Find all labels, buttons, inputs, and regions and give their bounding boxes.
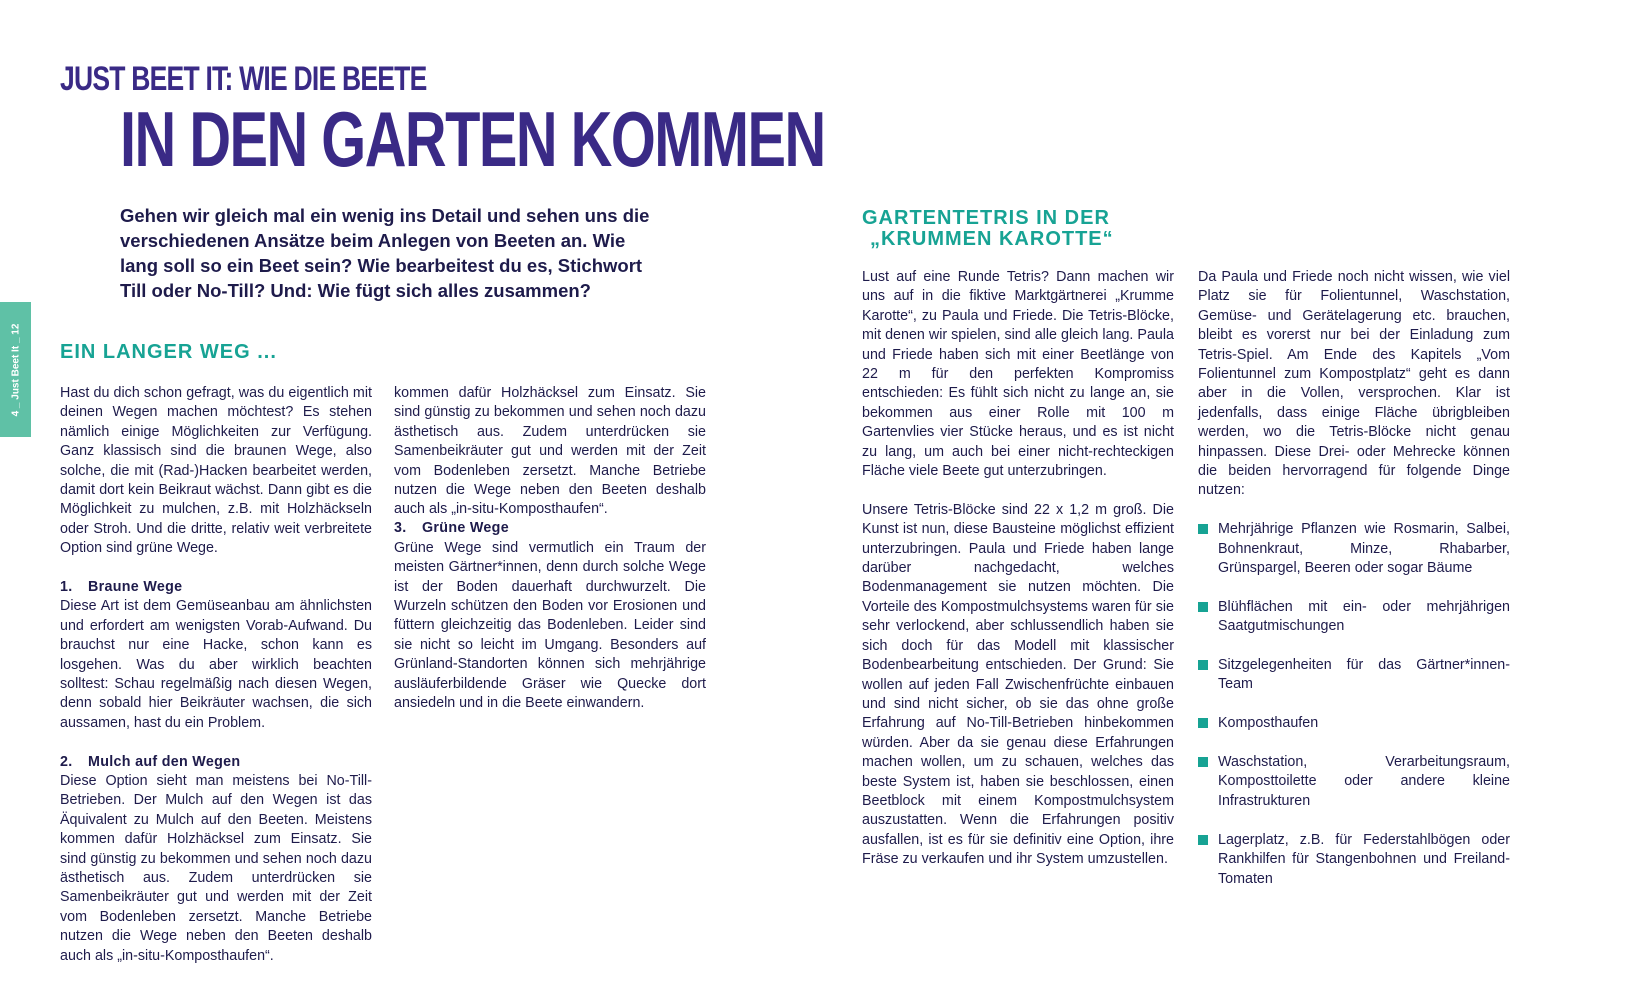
side-page-label: 4 _ Just Beet It _ 12: [10, 323, 21, 416]
page-title-line1: JUST BEET IT: WIE DIE BEETE: [60, 60, 427, 98]
side-page-tab: [0, 302, 31, 437]
intro-paragraph: Gehen wir gleich mal ein wenig ins Detail und sehen uns die verschiedenen Ansätze beim Anlegen von Beeten an. Wie lang soll so ein Beet sein? Wie bearbeitest du es, Stichwort Till oder No-Till? Und: Wie fügt sich alles zusammen?: [120, 205, 650, 301]
item-number: 1.: [60, 579, 73, 596]
left-column-2: [394, 384, 706, 733]
list-item: Blühflächen mit ein- oder mehrjährigen Saatgutmischungen: [1198, 598, 1510, 637]
item-text: Grüne Wege sind vermutlich ein Traum der meisten Gärtner*innen, denn durch solche Wege ist der Boden dauerhaft durchwurzelt. Die Wurzeln schützen den Boden vor Erosionen und füttern gleichzeitig das Bodenleben. Leider sind sie nicht so leicht im Umgang. Besonders auf Grünland-Standorten können sich mehrjährige ausläuferbildende Gräser wie Quecke dort ansiedeln und in die Beete einwandern.: [394, 539, 706, 712]
list-item: Komposthaufen: [1198, 714, 1510, 733]
item-text-continued: kommen dafür Holzhäcksel zum Einsatz. Sie sind günstig zu bekommen und sehen noch dazu ästhetisch aus. Zudem unterdrücken sie Samenbeikräuter gut und werden mit der Zeit vom Bodenleben zersetzt. Manche Betriebe nutzen die Wege neben den Beeten deshalb auch als „in-situ-Komposthaufen“.: [394, 385, 706, 518]
square-bullet-icon: [1198, 524, 1208, 534]
list-item: Waschstation, Verarbeitungsraum, Komposttoilette oder andere kleine Infrastrukturen: [1198, 753, 1510, 811]
item-title: Grüne Wege: [422, 520, 509, 537]
list-item-mulch: [60, 753, 372, 772]
square-bullet-icon: [1198, 602, 1208, 612]
heading-line2: „KRUMMEN KAROTTE“: [870, 228, 1114, 250]
list-item: Sitzgelegenheiten für das Gärtner*innen-Team: [1198, 656, 1510, 695]
square-bullet-icon: [1198, 757, 1208, 767]
bullet-list: [1198, 520, 1510, 889]
left-column-1: [60, 384, 372, 772]
list-item-gruene-wege: [394, 519, 706, 713]
square-bullet-icon: [1198, 660, 1208, 670]
list-item: Mehrjährige Pflanzen wie Rosmarin, Salbei, Bohnenkraut, Minze, Rhabarber, Grünspargel, Beeren oder sogar Bäume: [1198, 520, 1510, 578]
left-column-1-continued: [60, 772, 372, 964]
right-column-1: [862, 268, 1174, 889]
section-heading-gartentetris: [862, 208, 1114, 250]
square-bullet-icon: [1198, 835, 1208, 845]
paragraph: Lust auf eine Runde Tetris? Dann machen wir uns auf in die fiktive Marktgärtnerei „Krumme Karotte“, zu Paula und Friede. Die Tetris-Blöcke, mit denen wir spielen, sind alle gleich lang. Paula und Friede haben sich mit einer Beetlänge von 22 m für den perfekten Kompromiss entschieden: Es fühlt sich nicht zu lange an, sie bekommen aus einer Rolle mit 100 m Gartenvlies vier Stücke heraus, und es ist nicht zu lang, um auch bei einer nicht-rechteckigen Fläche viele Beete gut unterzubringen.: [862, 269, 1174, 480]
section-heading-ein-langer-weg: EIN LANGER WEG ...: [60, 341, 277, 363]
item-text: Diese Art ist dem Gemüseanbau am ähnlichsten und erfordert am wenigsten Vorab-Aufwand. Du brauchst nur eine Hacke, schon kann es losgehen. Was du aber wirklich beachten solltest: Schau regelmäßig nach diesen Wegen, denn sobald hier Beikräuter wachsen, die sich aussamen, hast du ein Problem.: [60, 598, 372, 731]
page-title-line2: IN DEN GARTEN KOMMEN: [120, 95, 825, 183]
list-item-braune-wege: [60, 578, 372, 733]
item-title: Mulch auf den Wegen: [88, 753, 241, 770]
item-title: Braune Wege: [88, 579, 183, 596]
paragraph: Unsere Tetris-Blöcke sind 22 x 1,2 m groß. Die Kunst ist nun, diese Bausteine möglichst effizient unterzubringen. Paula und Friede haben lange darüber nachgedacht, welches Bodenmanagement sie nutzen möchten. Die Vorteile des Kompostmulchsystems waren für sie sehr verlockend, aber schlussendlich haben sie sich doch für das Modell mit klassischer Bodenbearbeitung entschieden. Der Grund: Sie wollen auf jeden Fall Zwischenfrüchte einbauen und sind nicht sicher, ob sie das ohne große Erfahrung auf No-Till-Betrieben hinbekommen würden. Aber da sie genau diese Erfahrungen machen wollen, um zu schauen, welches das beste System ist, haben sie beschlossen, einen Beetblock mit einem Kompostmulchsystem auszustatten. Wenn die Erfahrungen positiv ausfallen, ist es für sie definitiv eine Option, ihre Fräse zu verkaufen und ihr System umzustellen.: [862, 501, 1174, 868]
right-column-2: [1198, 268, 1510, 908]
item-text: Diese Option sieht man meistens bei No-Till-Betrieben. Der Mulch auf den Wegen ist das Äquivalent zu Mulch auf den Beeten. Meistens kommen dafür Holzhäcksel zum Einsatz. Sie sind günstig zu bekommen und sehen noch dazu ästhetisch aus. Zudem unterdrücken sie Samenbeikräuter gut und werden mit der Zeit vom Bodenleben zersetzt. Manche Betriebe nutzen die Wege neben den Beeten deshalb auch als „in-situ-Komposthaufen“.: [60, 773, 372, 964]
list-item: Lagerplatz, z.B. für Federstahlbögen oder Rankhilfen für Stangenbohnen und Freiland-Tomaten: [1198, 831, 1510, 889]
item-number: 3.: [394, 520, 407, 537]
paragraph: Hast du dich schon gefragt, was du eigentlich mit deinen Wegen machen möchtest? Es stehen nämlich einige Möglichkeiten zur Verfügung. Ganz klassisch sind die braunen Wege, also solche, die mit (Rad-)Hacken bearbeitet werden, damit dort kein Beikraut wächst. Dann gibt es die Möglichkeit zu mulchen, z.B. mit Holzhäckseln oder Stroh. Und die dritte, relativ weit verbreitete Option sind grüne Wege.: [60, 385, 372, 557]
square-bullet-icon: [1198, 718, 1208, 728]
heading-line1: GARTENTETRIS IN DER: [862, 207, 1110, 229]
paragraph: Da Paula und Friede noch nicht wissen, wie viel Platz sie für Folientunnel, Waschstation, Gemüse- und Gerätelagerung etc. brauchen, bleibt es vorerst nur bei der Einladung zum Tetris-Spiel. Am Ende des Kapitels „Vom Folientunnel zum Kompostplatz“ geht es dann aber in die Vollen, versprochen. Klar ist jedenfalls, dass einige Fläche übrigbleiben werden, wo die Tetris-Blöcke nicht genau hinpassen. Diese Drei- oder Mehrecke können die beiden hervorragend für folgende Dinge nutzen:: [1198, 269, 1510, 499]
item-number: 2.: [60, 753, 73, 770]
